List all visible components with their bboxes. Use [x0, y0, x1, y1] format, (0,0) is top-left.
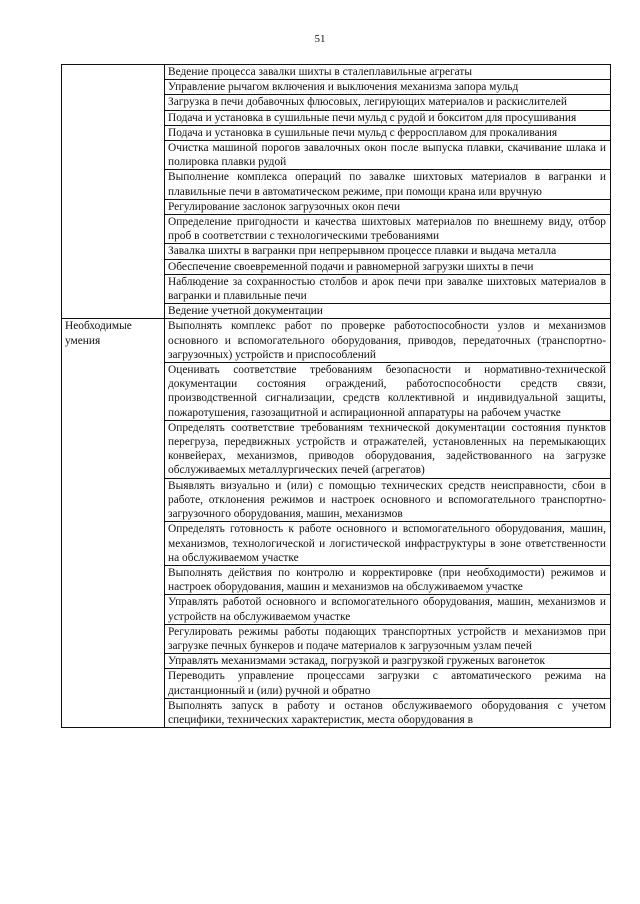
requirement-item: Регулирование заслонок загрузочных окон печи	[165, 199, 611, 214]
requirement-item: Наблюдение за сохранностью столбов и арок печи при завалке шихтовых материалов в вагранки и плавильные печи	[165, 274, 611, 303]
requirement-item: Управлять работой основного и вспомогательного оборудования, машин, механизмов и устройств на обслуживаемом участке	[165, 595, 611, 624]
requirement-item: Подача и установка в сушильные печи мульд с рудой и бокситом для просушивания	[165, 110, 611, 125]
requirement-item: Выполнять запуск в работу и останов обслуживаемого оборудования с учетом специфики, технических характеристик, места оборудования в	[165, 698, 611, 727]
requirement-item: Выявлять визуально и (или) с помощью технических средств неисправности, сбои в работе, отклонения режимов и настроек основного и вспомогательного транспортно-загрузочного оборудования, машин, механизмов	[165, 478, 611, 522]
requirement-item: Выполнение комплекса операций по завалке шихтовых материалов в вагранки и плавильные печи в автоматическом режиме, при помощи крана или вручную	[165, 170, 611, 199]
section-label: Необходимые умения	[62, 319, 165, 728]
section-label	[62, 65, 165, 319]
requirement-item: Выполнять комплекс работ по проверке работоспособности узлов и механизмов основного и вспомогательного оборудования, приводов, передаточных (транспортно-загрузочных) устройств и приспособлений	[165, 319, 611, 363]
requirement-item: Завалка шихты в вагранки при непрерывном процессе плавки и выдача металла	[165, 244, 611, 259]
requirement-item: Очистка машиной порогов завалочных окон после выпуска плавки, скачивание шлака и полировка плавки рудой	[165, 141, 611, 170]
page-number: 51	[314, 33, 326, 45]
table-row	[62, 319, 611, 363]
requirement-item: Определять готовность к работе основного и вспомогательного оборудования, машин, механизмов, технологической и логистической инфраструктуры в зоне ответственности на обслуживаемом участке	[165, 522, 611, 566]
requirement-item: Управлять механизмами эстакад, погрузкой и разгрузкой груженых вагонеток	[165, 654, 611, 669]
requirement-item: Определять соответствие требованиям технической документации состояния пунктов перегруза, передвижных устройств и отражателей, установленных на перемыкающих конвейерах, механизмов, приводов оборудования, задействованного на загрузке обслуживаемых металлургических печей (агрегатов)	[165, 420, 611, 478]
requirement-item: Переводить управление процессами загрузки с автоматического режима на дистанционный и (или) ручной и обратно	[165, 669, 611, 698]
requirement-item: Загрузка в печи добавочных флюсовых, легирующих материалов и раскислителей	[165, 95, 611, 110]
requirement-item: Ведение учетной документации	[165, 304, 611, 319]
requirement-item: Обеспечение своевременной подачи и равномерной загрузки шихты в печи	[165, 259, 611, 274]
requirement-item: Управление рычагом включения и выключения механизма запора мульд	[165, 80, 611, 95]
table-row	[62, 65, 611, 80]
requirement-item: Регулировать режимы работы подающих транспортных устройств и механизмов при загрузке печных бункеров и подаче материалов к загрузочным узлам печей	[165, 624, 611, 653]
requirements-table	[61, 64, 611, 728]
requirement-item: Выполнять действия по контролю и корректировке (при необходимости) режимов и настроек оборудования, машин и механизмов на обслуживаемом участке	[165, 565, 611, 594]
requirement-item: Определение пригодности и качества шихтовых материалов по внешнему виду, отбор проб в соответствии с технологическими требованиями	[165, 215, 611, 244]
requirement-item: Ведение процесса завалки шихты в сталеплавильные агрегаты	[165, 65, 611, 80]
requirement-item: Оценивать соответствие требованиям безопасности и нормативно-технической документации состояния ограждений, работоспособности средств связи, производственной сигнализации, средств коллективной и индивидуальной защиты, пожаротушения, газозащитной и аспирационной аппаратуры на рабочем участке	[165, 363, 611, 421]
requirement-item: Подача и установка в сушильные печи мульд с ферросплавом для прокаливания	[165, 125, 611, 140]
